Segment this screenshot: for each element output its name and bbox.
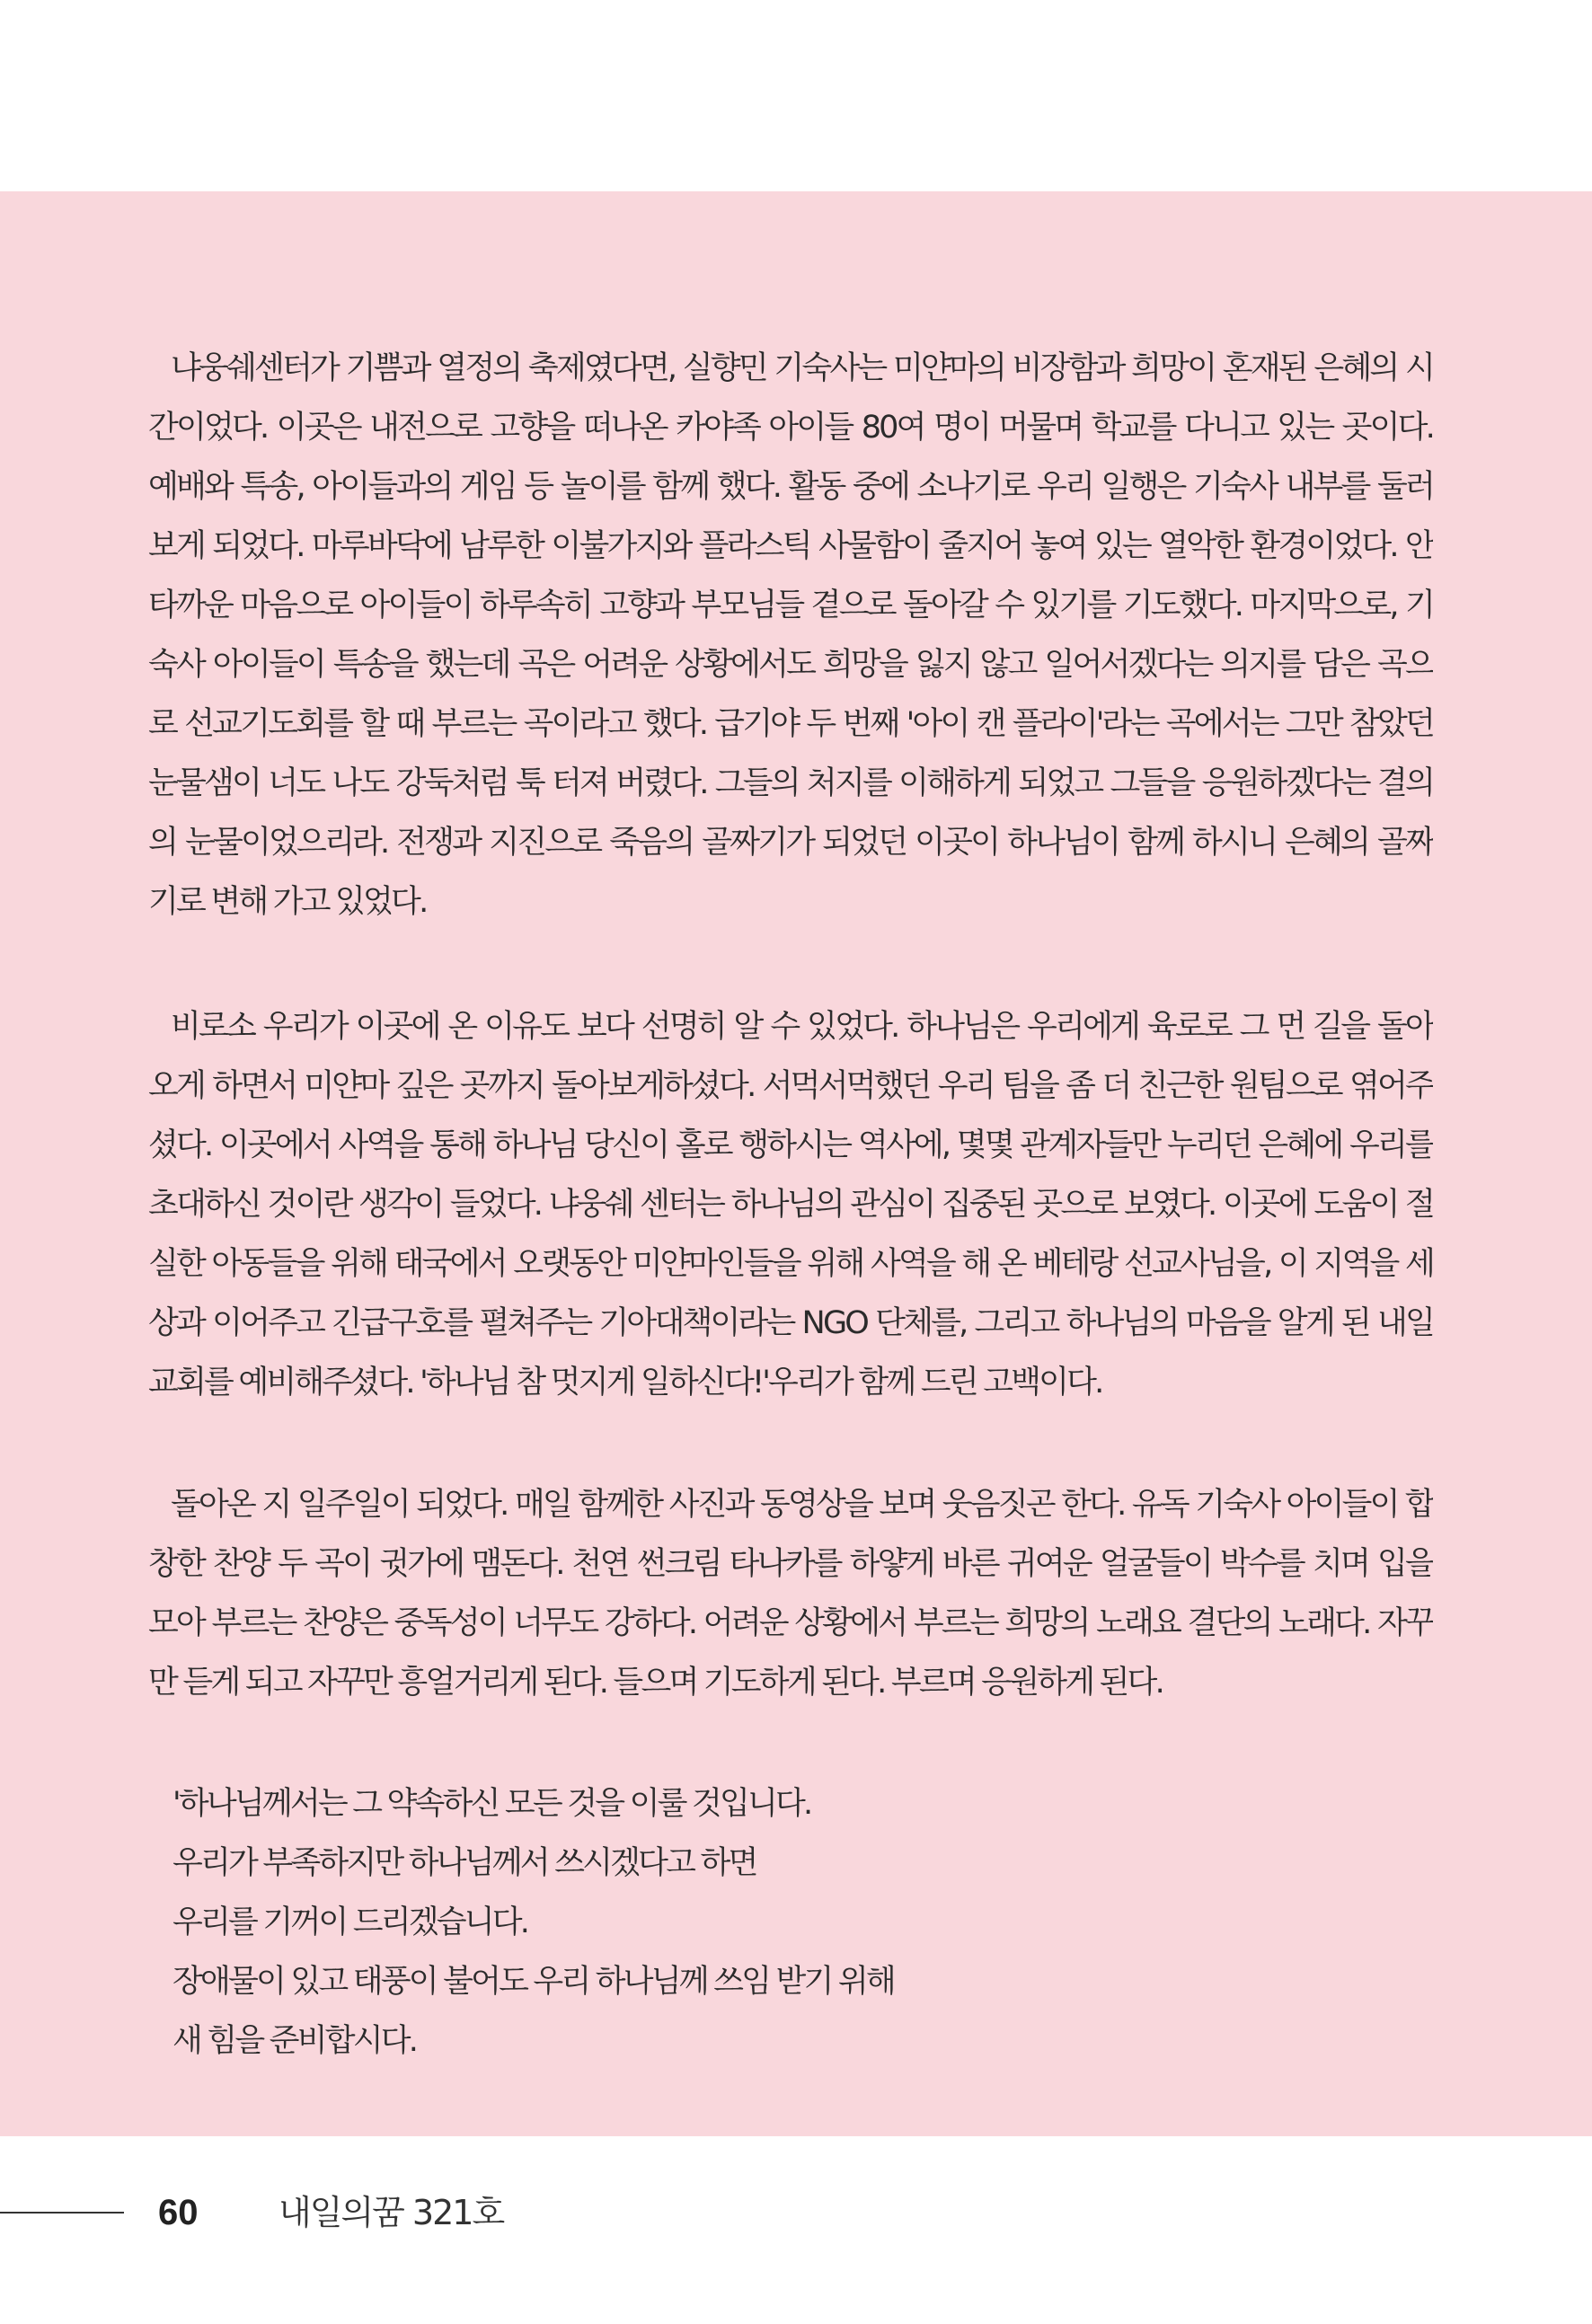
text-line: 셨다. 이곳에서 사역을 통해 하나님 당신이 홀로 행하시는 역사에, 몇몇 관계자들만 누리던 은혜에 우리를 xyxy=(148,1127,1433,1163)
text-line: 간이었다. 이곳은 내전으로 고향을 떠나온 카야족 아이들 80여 명이 머물며 학교를 다니고 있는 곳이다. xyxy=(148,410,1433,446)
verse-line: 장애물이 있고 태풍이 불어도 우리 하나님께 쓰임 받기 위해 xyxy=(172,1964,894,2000)
text-line: 예배와 특송, 아이들과의 게임 등 놀이를 함께 했다. 활동 중에 소나기로 우리 일행은 기숙사 내부를 둘러 xyxy=(148,469,1433,505)
text-line: 로 선교기도회를 할 때 부르는 곡이라고 했다. 급기야 두 번째 '아이 캔 플라이'라는 곡에서는 그만 참았던 xyxy=(148,706,1433,742)
text-line: 창한 찬양 두 곡이 귓가에 맴돈다. 천연 썬크림 타나카를 하얗게 바른 귀여운 얼굴들이 박수를 치며 입을 xyxy=(148,1546,1433,1582)
text-line: 실한 아동들을 위해 태국에서 오랫동안 미얀마인들을 위해 사역을 해 온 베테랑 선교사님을, 이 지역을 세 xyxy=(148,1246,1433,1282)
text-line: 오게 하면서 미얀마 깊은 곳까지 돌아보게하셨다. 서먹서먹했던 우리 팀을 좀 더 친근한 원팀으로 엮어주 xyxy=(148,1068,1433,1104)
text-line: 만 듣게 되고 자꾸만 흥얼거리게 된다. 들으며 기도하게 된다. 부르며 응원하게 된다. xyxy=(148,1665,1163,1701)
text-line: 냐웅쉐센터가 기쁨과 열정의 축제였다면, 실향민 기숙사는 미얀마의 비장함과 희망이 혼재된 은혜의 시 xyxy=(171,350,1433,386)
text-line: 눈물샘이 너도 나도 강둑처럼 툭 터져 버렸다. 그들의 처지를 이해하게 되었고 그들을 응원하겠다는 결의 xyxy=(148,765,1433,801)
text-line: 기로 변해 가고 있었다. xyxy=(148,884,427,920)
magazine-title: 내일의꿈 321호 xyxy=(279,2193,504,2232)
page-number: 60 xyxy=(158,2193,199,2232)
text-line: 보게 되었다. 마루바닥에 남루한 이불가지와 플라스틱 사물함이 줄지어 놓여 있는 열악한 환경이었다. 안 xyxy=(148,528,1433,564)
text-line: 돌아온 지 일주일이 되었다. 매일 함께한 사진과 동영상을 보며 웃음짓곤 한다. 유독 기숙사 아이들이 합 xyxy=(171,1487,1433,1523)
text-line: 타까운 마음으로 아이들이 하루속히 고향과 부모님들 곁으로 돌아갈 수 있기를 기도했다. 마지막으로, 기 xyxy=(148,588,1433,623)
verse-line: 우리가 부족하지만 하나님께서 쓰시겠다고 하면 xyxy=(172,1845,756,1881)
text-line: 모아 부르는 찬양은 중독성이 너무도 강하다. 어려운 상황에서 부르는 희망의 노래요 결단의 노래다. 자꾸 xyxy=(148,1605,1433,1641)
text-line: 의 눈물이었으리라. 전쟁과 지진으로 죽음의 골짜기가 되었던 이곳이 하나님이 함께 하시니 은혜의 골짜 xyxy=(148,825,1433,861)
verse-line: 우리를 기꺼이 드리겠습니다. xyxy=(172,1904,528,1940)
text-line: 상과 이어주고 긴급구호를 펼쳐주는 기아대책이라는 NGO 단체를, 그리고 하나님의 마음을 알게 된 내일 xyxy=(148,1305,1433,1341)
verse-line: 새 힘을 준비합시다. xyxy=(172,2023,417,2059)
text-line: 교회를 예비해주셨다. '하나님 참 멋지게 일하신다!'우리가 함께 드린 고백이다. xyxy=(148,1365,1102,1401)
text-line: 초대하신 것이란 생각이 들었다. 냐웅쉐 센터는 하나님의 관심이 집중된 곳으로 보였다. 이곳에 도움이 절 xyxy=(148,1187,1433,1223)
text-line: 비로소 우리가 이곳에 온 이유도 보다 선명히 알 수 있었다. 하나님은 우리에게 육로로 그 먼 길을 돌아 xyxy=(171,1009,1433,1045)
text-line: 숙사 아이들이 특송을 했는데 곡은 어려운 상황에서도 희망을 잃지 않고 일어서겠다는 의지를 담은 곡으 xyxy=(148,647,1433,683)
footer-rule xyxy=(0,2212,124,2214)
verse-line: '하나님께서는 그 약속하신 모든 것을 이룰 것입니다. xyxy=(172,1786,811,1822)
